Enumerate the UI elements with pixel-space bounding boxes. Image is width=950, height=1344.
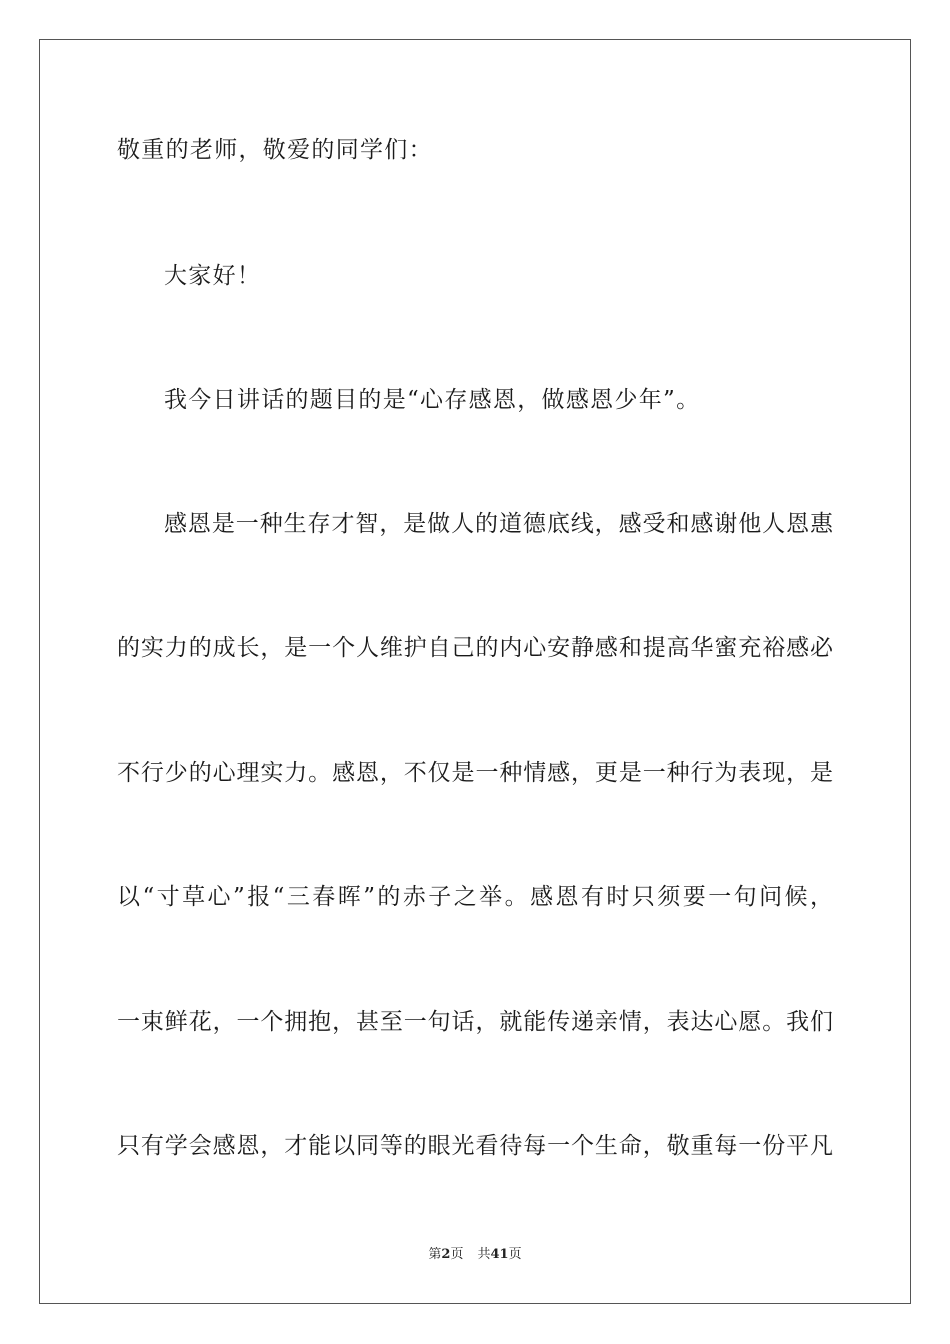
body-line: 感恩是一种生存才智，是做人的道德底线，感受和感谢他人恩惠 xyxy=(164,511,833,537)
body-line: 只有学会感恩，才能以同等的眼光看待每一个生命，敬重每一份平凡 xyxy=(117,1133,833,1159)
page-suffix: 页 xyxy=(450,1247,464,1262)
body-line: 一束鲜花，一个拥抱，甚至一句话，就能传递亲情，表达心愿。我们 xyxy=(117,1009,833,1035)
page-number: 2 xyxy=(441,1247,451,1262)
page-prefix: 第 xyxy=(428,1247,442,1262)
body-line: 不行少的心理实力。感恩，不仅是一种情感，更是一种行为表现，是 xyxy=(117,760,833,786)
topic-line: 我今日讲话的题目的是“心存感恩，做感恩少年”。 xyxy=(164,387,701,413)
total-suffix: 页 xyxy=(508,1247,522,1262)
total-prefix: 共 xyxy=(477,1247,491,1262)
total-pages: 41 xyxy=(490,1247,509,1262)
greeting-line: 大家好！ xyxy=(164,263,262,289)
body-line: 的实力的成长，是一个人维护自己的内心安静感和提高华蜜充裕感必 xyxy=(117,635,833,661)
page-footer xyxy=(0,1247,950,1263)
body-line: 以“寸草心”报“三春晖”的赤子之举。感恩有时只须要一句问候， xyxy=(117,884,833,910)
page-border xyxy=(39,39,911,1304)
salutation: 敬重的老师，敬爱的同学们： xyxy=(117,137,433,163)
